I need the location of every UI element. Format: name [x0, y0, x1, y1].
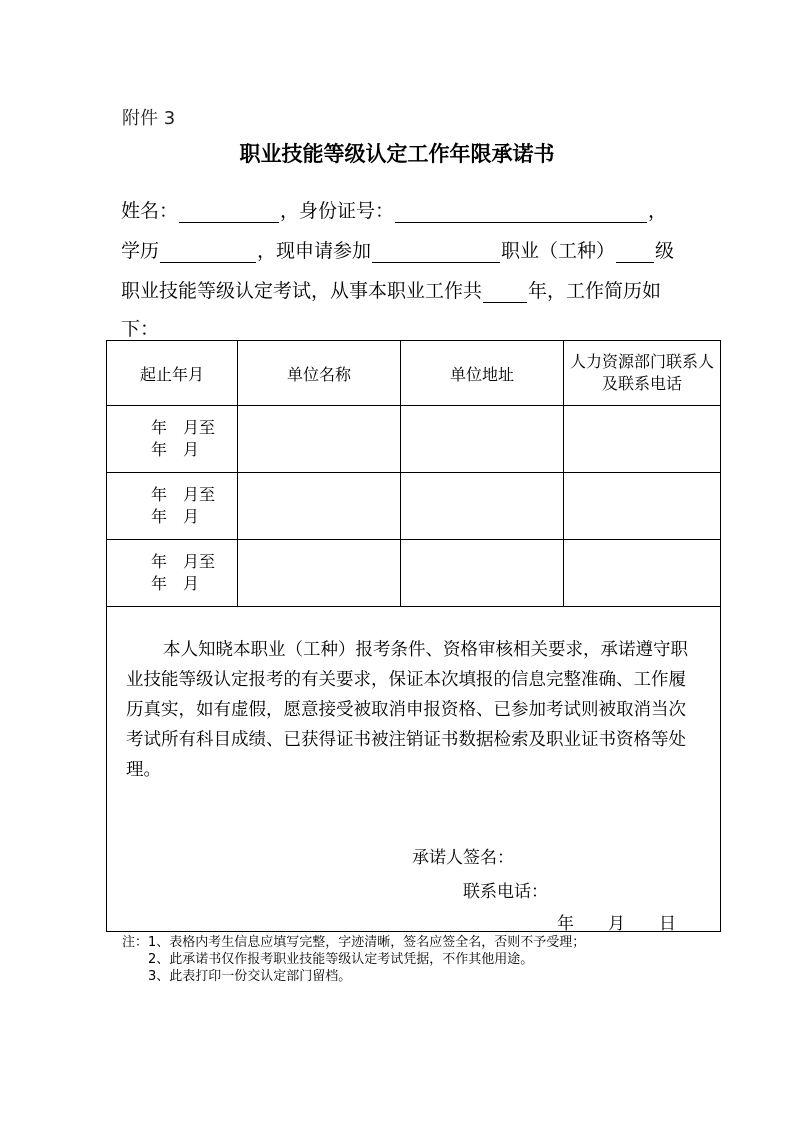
- header-unit-address: 单位地址: [401, 341, 564, 406]
- unit-name-cell[interactable]: [238, 540, 401, 607]
- document-title: 职业技能等级认定工作年限承诺书: [239, 142, 555, 166]
- education-field[interactable]: [160, 244, 256, 263]
- period-cell[interactable]: [107, 473, 238, 540]
- note-2: 2、此承诺书仅作报考职业技能等级认定考试凭据，不作其他用途。: [122, 952, 534, 967]
- unit-address-cell[interactable]: [401, 473, 564, 540]
- period-cell[interactable]: [107, 406, 238, 473]
- name-field[interactable]: [179, 204, 279, 223]
- unit-address-cell[interactable]: [401, 406, 564, 473]
- comma: ，: [648, 200, 668, 222]
- signer-label: 承诺人签名：: [412, 848, 514, 868]
- phone-label: 联系电话：: [463, 882, 548, 902]
- resume-intro-line: [121, 314, 159, 341]
- attachment-label: 附件 3: [122, 108, 176, 129]
- exam-text: 职业技能等级认定考试，从事本职业工作共: [121, 280, 483, 302]
- hr-contact-cell[interactable]: [564, 540, 721, 607]
- level-field[interactable]: [616, 244, 654, 263]
- resume-intro: 下：: [121, 318, 160, 340]
- table-row: [107, 540, 721, 607]
- name-id-line: [121, 196, 667, 223]
- work-history-table: [106, 340, 721, 932]
- apply-label: ，现申请参加: [257, 240, 372, 262]
- period-start: 年 月至: [151, 552, 216, 571]
- years-text: 年，工作简历如: [528, 280, 662, 302]
- years-field[interactable]: [483, 284, 527, 303]
- table-header-row: [107, 341, 721, 406]
- unit-name-cell[interactable]: [238, 473, 401, 540]
- table-row: [107, 473, 721, 540]
- note-3: 3、此表打印一份交认定部门留档。: [122, 969, 352, 984]
- header-unit-name: 单位名称: [238, 341, 401, 406]
- period-end: 年 月: [151, 507, 200, 526]
- hr-contact-cell[interactable]: [564, 406, 721, 473]
- unit-name-cell[interactable]: [238, 406, 401, 473]
- level-suffix: 级: [655, 240, 675, 262]
- date-label: 年 月 日: [557, 914, 676, 934]
- unit-address-cell[interactable]: [401, 540, 564, 607]
- notes: [122, 934, 585, 985]
- header-period: 起止年月: [107, 341, 238, 406]
- pledge-text: 本人知晓本职业（工种）报考条件、资格审核相关要求，承诺遵守职业技能等级认定报考的有关要求，保证本次填报的信息完整准确、工作履历真实，如有虚假，愿意接受被取消申报资格、已参加考试则被取消当次考试所有科目成绩、已获得证书被注销证书数据检索及职业证书资格等处理。: [126, 640, 688, 780]
- period-end: 年 月: [151, 574, 200, 593]
- education-line: [121, 236, 674, 263]
- work-years-line: [121, 276, 661, 303]
- id-label: ，身份证号：: [280, 200, 395, 222]
- education-label: 学历: [121, 240, 160, 262]
- pledge-row: [107, 607, 721, 932]
- occupation-label: 职业（工种）: [501, 240, 616, 262]
- name-label: 姓名：: [121, 200, 179, 222]
- period-start: 年 月至: [151, 418, 216, 437]
- period-end: 年 月: [151, 440, 200, 459]
- period-start: 年 月至: [151, 485, 216, 504]
- header-hr-contact: 人力资源部门联系人及联系电话: [564, 341, 721, 406]
- id-number-field[interactable]: [395, 204, 647, 223]
- period-cell[interactable]: [107, 540, 238, 607]
- table-row: [107, 406, 721, 473]
- hr-contact-cell[interactable]: [564, 473, 721, 540]
- pledge-cell: [107, 607, 721, 932]
- note-1: 注：1、表格内考生信息应填写完整，字迹清晰，签名应签全名，否则不予受理；: [122, 935, 586, 950]
- occupation-field[interactable]: [372, 244, 500, 263]
